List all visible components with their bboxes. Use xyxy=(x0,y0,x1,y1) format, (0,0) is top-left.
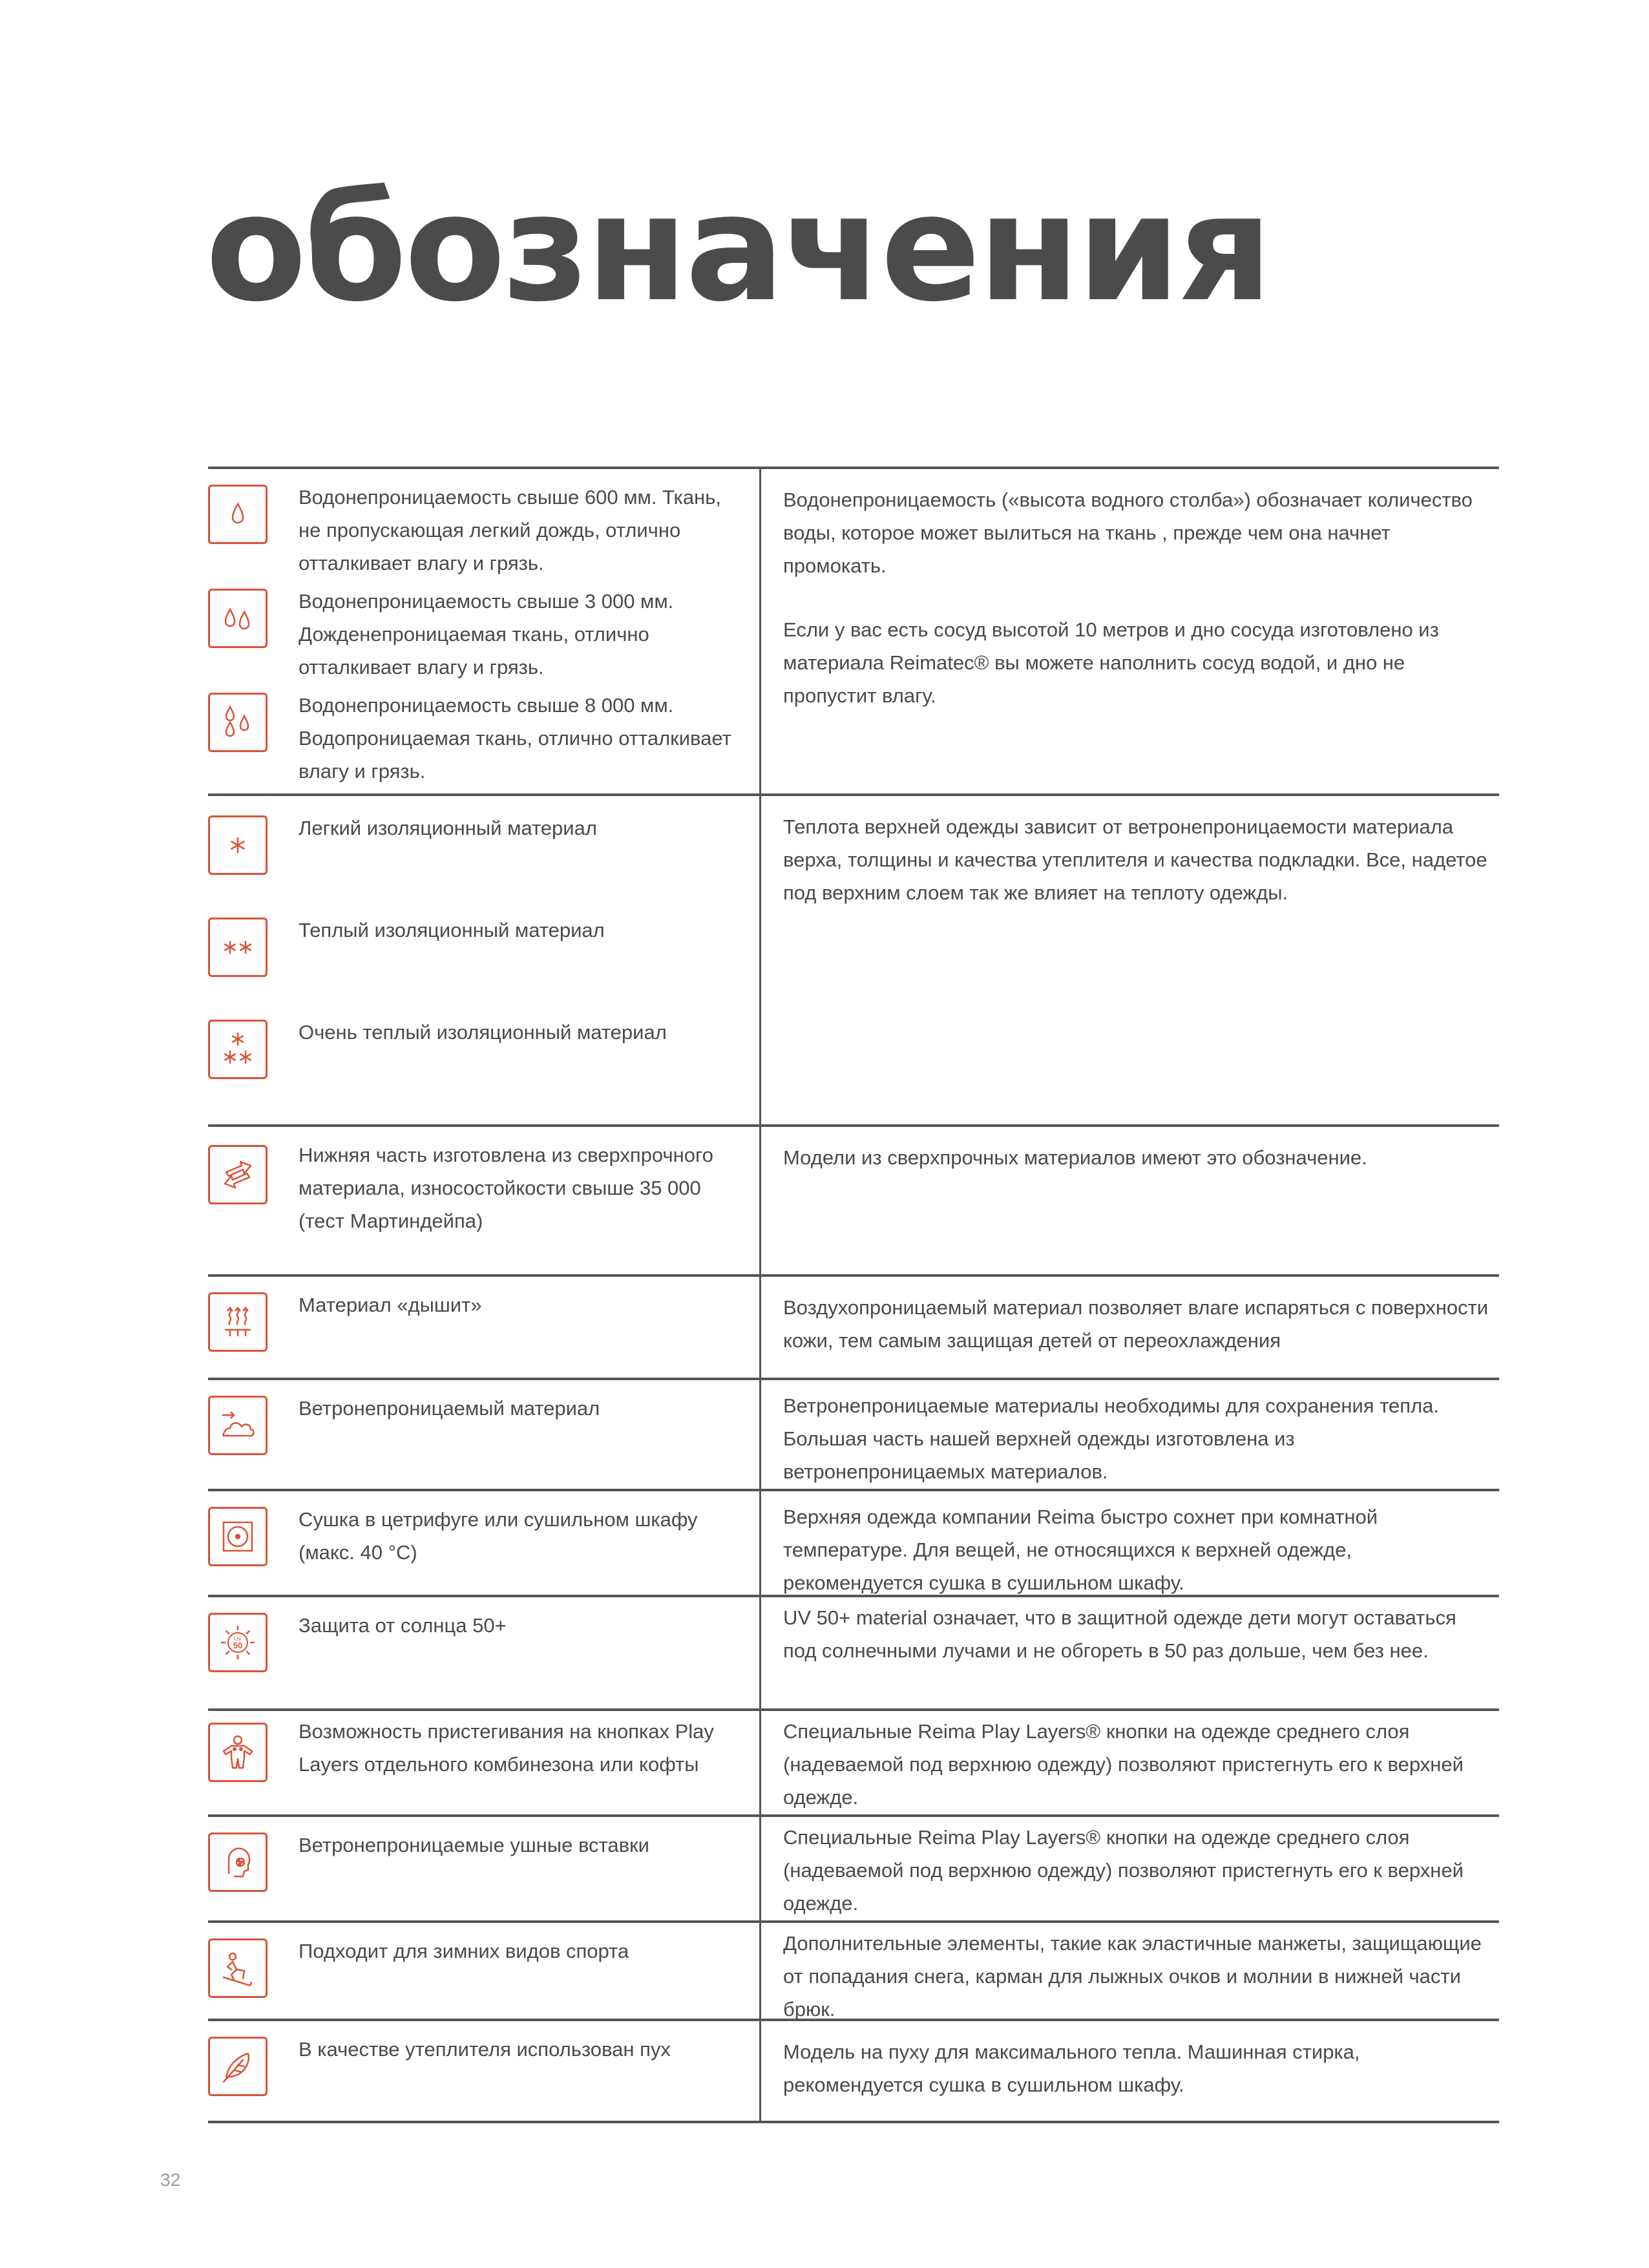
snowflake-1-icon xyxy=(208,815,268,875)
symbols-table xyxy=(208,467,1499,2123)
uv-sun-icon xyxy=(208,1613,268,1672)
explanation-column xyxy=(761,1597,1499,1708)
explanation-column xyxy=(761,469,1499,793)
symbol-description: Сушка в цетрифуге или сушильном шкафу (макс. 40 °С) xyxy=(299,1508,698,1564)
snowflake-2-icon xyxy=(208,918,268,977)
drop-2-icon xyxy=(208,589,268,648)
explanation-paragraph: Дополнительные элементы, такие как эластичные манжеты, защищающие от попадания снега, карман для лыжных очков и молнии в нижней части брюк. xyxy=(783,1932,1482,2021)
symbol-description: Защита от солнца 50+ xyxy=(299,1614,507,1637)
symbol-column xyxy=(208,2021,761,2121)
table-row-ear-inserts xyxy=(208,1817,1499,1923)
symbol-description: Водонепроницаемость свыше 600 мм. Ткань, не пропускающая легкий дождь, отлично отталкивает влагу и грязь. xyxy=(299,486,721,574)
symbol-item xyxy=(208,481,746,580)
down-feather-icon xyxy=(208,2037,268,2096)
uv-value: 50 xyxy=(233,1641,243,1650)
explanation-column xyxy=(761,1711,1499,1814)
symbol-description: Легкий изоляционный материал xyxy=(299,817,597,839)
symbol-column xyxy=(208,1491,761,1595)
symbol-column xyxy=(208,1597,761,1708)
winter-sport-icon xyxy=(208,1938,268,1998)
symbol-column xyxy=(208,469,761,793)
symbol-item xyxy=(208,1392,746,1455)
symbol-item xyxy=(208,1829,746,1892)
explanation-column xyxy=(761,1127,1499,1274)
ear-insert-icon xyxy=(208,1832,268,1892)
symbol-item xyxy=(208,1016,746,1079)
symbol-column xyxy=(208,1923,761,2019)
table-row-uv xyxy=(208,1597,1499,1711)
symbol-item xyxy=(208,585,746,684)
table-row-insulation xyxy=(208,796,1499,1127)
table-row-durability xyxy=(208,1127,1499,1277)
drop-3-icon xyxy=(208,693,268,752)
table-row-waterproof xyxy=(208,469,1499,796)
symbol-item xyxy=(208,914,746,977)
symbol-column xyxy=(208,796,761,1124)
explanation-column xyxy=(761,1923,1499,2019)
explanation-paragraph: Верхняя одежда компании Reima быстро сохнет при комнатной температуре. Для вещей, не относящихся к верхней одежде, рекомендуется сушка в сушильном шкафу. xyxy=(783,1506,1378,1594)
table-row-down xyxy=(208,2021,1499,2123)
symbol-column xyxy=(208,1711,761,1814)
table-row-breathable xyxy=(208,1277,1499,1380)
symbol-item xyxy=(208,1288,746,1352)
explanation-paragraph: Если у вас есть сосуд высотой 10 метров и дно сосуда изготовлено из материала Reimatec® вы можете наполнить сосуд водой, и дно не пропустит влагу. xyxy=(783,618,1439,707)
symbol-column xyxy=(208,1817,761,1920)
explanation-paragraph: Воздухопроницаемый материал позволяет влаге испаряться с поверхности кожи, тем самым защищая детей от переохлаждения xyxy=(783,1296,1489,1352)
snowflake-3-icon xyxy=(208,1020,268,1079)
explanation-paragraph: Специальные Reima Play Layers® кнопки на одежде среднего слоя (надеваемой под верхнюю одежду) позволяют пристегнуть его к верхней одежде. xyxy=(783,1720,1464,1809)
symbol-item xyxy=(208,2033,746,2096)
explanation-paragraph: Теплота верхней одежды зависит от ветронепроницаемости материала верха, толщины и качества утеплителя и качества подкладки. Все, надетое под верхним слоем так же влияет на теплоту одежды. xyxy=(783,815,1487,904)
drop-1-icon xyxy=(208,485,268,544)
symbol-description: Нижняя часть изготовлена из сверхпрочного материала, износостойкости свыше 35 000 (тест Мартиндейпа) xyxy=(299,1144,713,1232)
explanation-column xyxy=(761,2021,1499,2121)
symbol-description: Ветронепроницаемые ушные вставки xyxy=(299,1834,649,1856)
explanation-column xyxy=(761,796,1499,1124)
table-row-winter-sport xyxy=(208,1923,1499,2021)
symbol-description: Материал «дышит» xyxy=(299,1294,482,1316)
explanation-paragraph: Водонепроницаемость («высота водного столба») обозначает количество воды, которое может вылиться на ткань , прежде чем она начнет промокать. xyxy=(783,488,1473,577)
breathable-icon xyxy=(208,1292,268,1352)
explanation-column xyxy=(761,1817,1499,1920)
symbol-description: Теплый изоляционный материал xyxy=(299,919,605,941)
explanation-column xyxy=(761,1380,1499,1489)
tumble-dry-icon xyxy=(208,1507,268,1566)
symbol-item xyxy=(208,1715,746,1782)
explanation-paragraph: Модель на пуху для максимального тепла. Машинная стирка, рекомендуется сушка в сушильном шкафу. xyxy=(783,2041,1360,2096)
explanation-paragraph: UV 50+ material означает, что в защитной одежде дети могут оставаться под солнечными лучами и не обгореть в 50 раз дольше, чем без нее. xyxy=(783,1606,1456,1662)
uv-label: UV xyxy=(234,1636,242,1642)
symbol-description: Очень теплый изоляционный материал xyxy=(299,1021,667,1044)
table-row-play-layers xyxy=(208,1711,1499,1817)
explanation-paragraph: Модели из сверхпрочных материалов имеют это обозначение. xyxy=(783,1146,1367,1169)
symbol-description: Водонепроницаемость свыше 8 000 мм. Водопроницаемая ткань, отлично отталкивает влагу и грязь. xyxy=(299,694,731,782)
explanation-column xyxy=(761,1491,1499,1595)
symbol-description: Возможность пристегивания на кнопках Play Layers отдельного комбинезона или кофты xyxy=(299,1720,714,1776)
table-row-drying xyxy=(208,1491,1499,1597)
symbol-item xyxy=(208,812,746,875)
symbol-column xyxy=(208,1277,761,1378)
symbol-item xyxy=(208,1139,746,1237)
page-number: 32 xyxy=(160,2170,181,2190)
symbol-item xyxy=(208,1503,746,1569)
symbol-description: Подходит для зимних видов спорта xyxy=(299,1940,629,1962)
explanation-paragraph: Ветронепроницаемые материалы необходимы для сохранения тепла. Большая часть нашей верхней одежды изготовлена из ветронепроницаемых материалов. xyxy=(783,1394,1440,1483)
symbol-item xyxy=(208,1935,746,1998)
explanation-column xyxy=(761,1277,1499,1378)
symbol-item xyxy=(208,1609,746,1672)
durable-arrows-icon xyxy=(208,1145,268,1204)
explanation-paragraph: Специальные Reima Play Layers® кнопки на одежде среднего слоя (надеваемой под верхнюю одежду) позволяют пристегнуть его к верхней одежде. xyxy=(783,1826,1464,1915)
page-title: обозначения xyxy=(205,162,1270,334)
symbol-column xyxy=(208,1127,761,1274)
symbol-column xyxy=(208,1380,761,1489)
symbol-description: Ветронепроницаемый материал xyxy=(299,1397,600,1420)
table-row-windproof xyxy=(208,1380,1499,1491)
windproof-cloud-icon xyxy=(208,1396,268,1455)
symbol-description: В качестве утеплителя использован пух xyxy=(299,2038,671,2061)
play-layers-suit-icon xyxy=(208,1723,268,1782)
symbol-item xyxy=(208,689,746,788)
symbol-description: Водонепроницаемость свыше 3 000 мм. Дожденепроницаемая ткань, отлично отталкивает влагу и грязь. xyxy=(299,590,674,678)
